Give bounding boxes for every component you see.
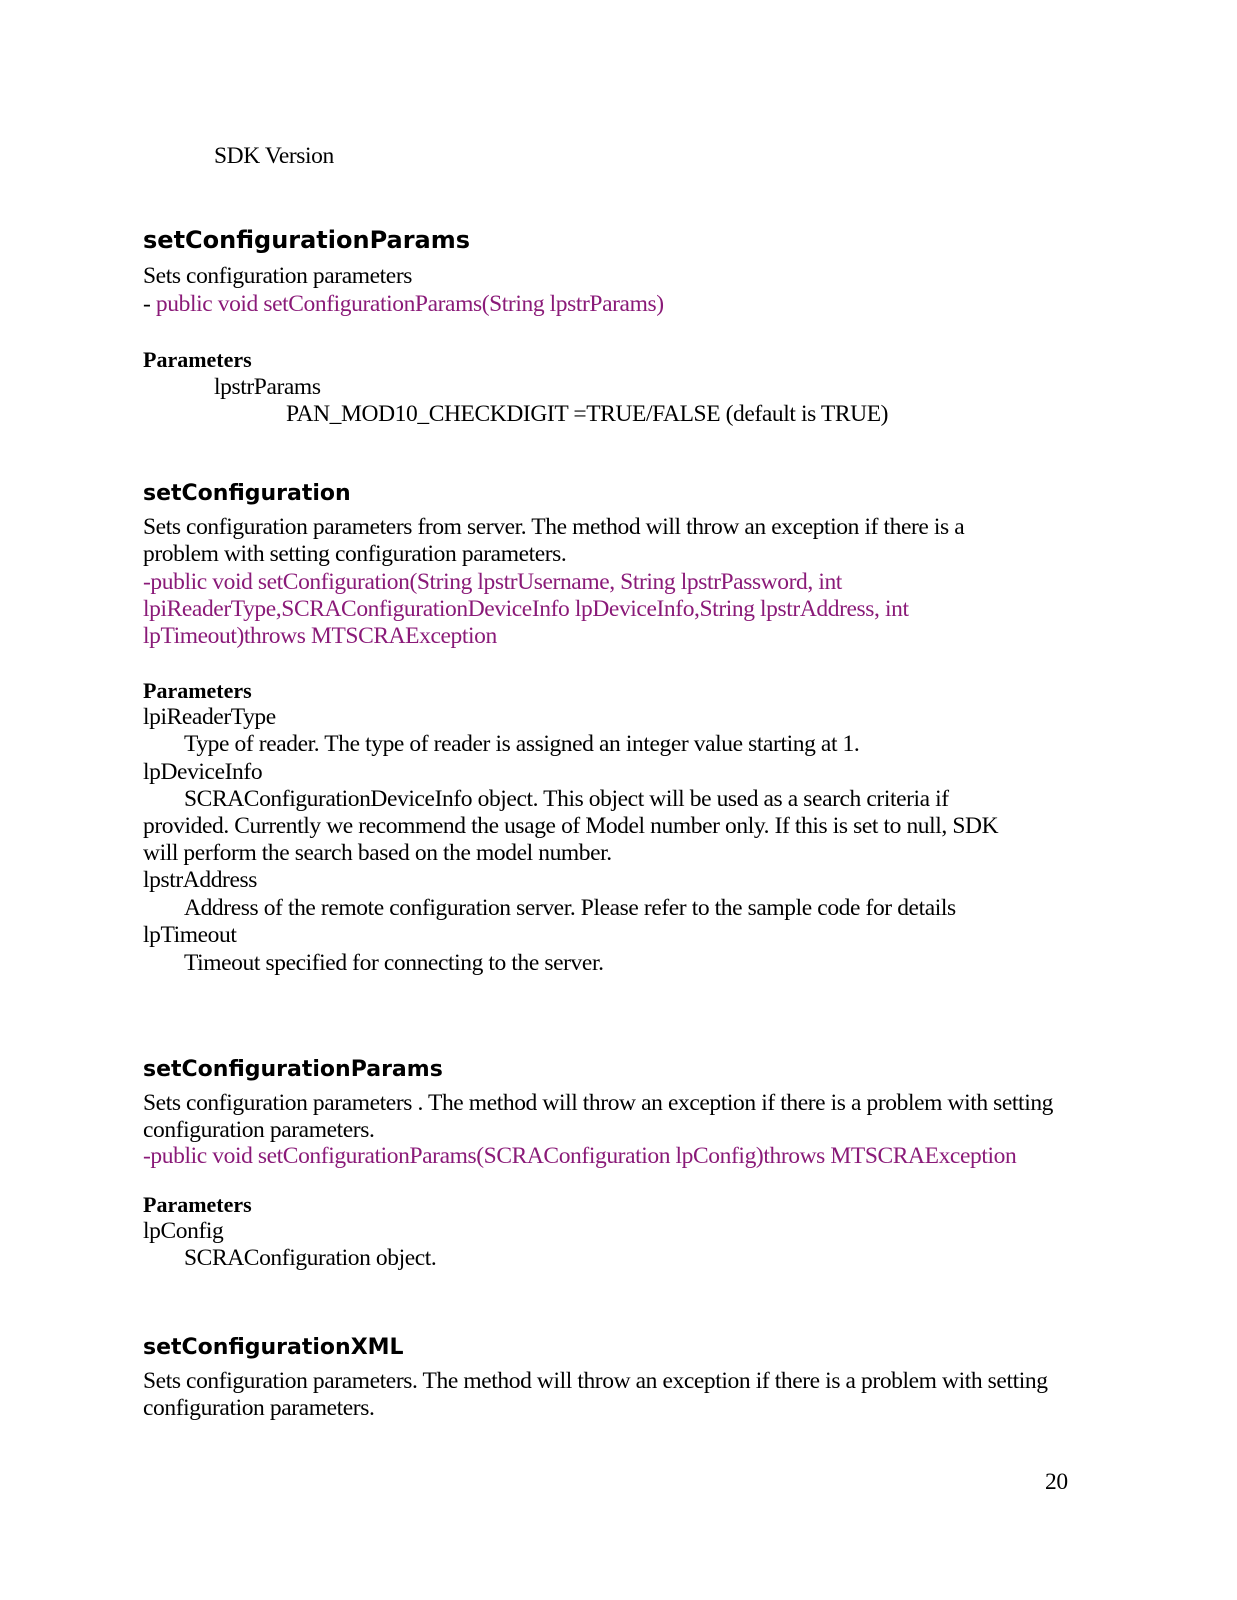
section-description: Sets configuration parameters bbox=[143, 263, 413, 289]
section-title-setconfiguration: setConfiguration bbox=[143, 481, 351, 506]
section-description-line: Sets configuration parameters . The method will throw an exception if there is a problem with setting bbox=[143, 1090, 1054, 1116]
section-description-line: configuration parameters. bbox=[143, 1395, 375, 1421]
section-description-line: Sets configuration parameters. The method will throw an exception if there is a problem with setting bbox=[143, 1368, 1048, 1394]
param-name: lpConfig bbox=[143, 1218, 224, 1244]
parameters-label: Parameters bbox=[143, 1192, 252, 1217]
parameters-label: Parameters bbox=[143, 347, 252, 372]
method-signature-line: lpTimeout)throws MTSCRAException bbox=[143, 623, 497, 649]
method-signature bbox=[143, 290, 664, 318]
page-number: 20 bbox=[1045, 1469, 1068, 1495]
param-name: lpstrAddress bbox=[143, 867, 257, 893]
param-name: lpDeviceInfo bbox=[143, 759, 263, 785]
param-description: will perform the search based on the model number. bbox=[143, 840, 612, 866]
section-title-setconfigurationxml: setConfigurationXML bbox=[143, 1335, 404, 1360]
signature-prefix: - bbox=[143, 291, 156, 317]
method-signature: -public void setConfigurationParams(SCRAConfiguration lpConfig)throws MTSCRAException bbox=[143, 1143, 1017, 1169]
section-description-line: Sets configuration parameters from server. The method will throw an exception if there is a bbox=[143, 514, 965, 540]
param-description: SCRAConfiguration object. bbox=[184, 1245, 437, 1271]
param-description: Timeout specified for connecting to the server. bbox=[184, 950, 604, 976]
param-name: lpiReaderType bbox=[143, 704, 276, 730]
method-signature-line: -public void setConfiguration(String lpstrUsername, String lpstrPassword, int bbox=[143, 569, 842, 595]
section-title-setconfigurationparams-1: setConfigurationParams bbox=[143, 226, 471, 254]
section-title-setconfigurationparams-2: setConfigurationParams bbox=[143, 1057, 443, 1082]
param-value: PAN_MOD10_CHECKDIGIT =TRUE/FALSE (default is TRUE) bbox=[286, 401, 889, 427]
sdk-version-text: SDK Version bbox=[214, 143, 334, 169]
param-name: lpTimeout bbox=[143, 922, 237, 948]
param-description: Type of reader. The type of reader is assigned an integer value starting at 1. bbox=[184, 731, 860, 757]
param-description: Address of the remote configuration server. Please refer to the sample code for details bbox=[184, 895, 956, 921]
section-description-line: problem with setting configuration parameters. bbox=[143, 541, 567, 567]
param-name: lpstrParams bbox=[214, 374, 321, 400]
section-description-line: configuration parameters. bbox=[143, 1117, 375, 1143]
method-signature-line: lpiReaderType,SCRAConfigurationDeviceInfo lpDeviceInfo,String lpstrAddress, int bbox=[143, 596, 909, 622]
param-description: provided. Currently we recommend the usage of Model number only. If this is set to null, SDK bbox=[143, 813, 999, 839]
signature-code: public void setConfigurationParams(String lpstrParams) bbox=[155, 291, 664, 317]
param-description: SCRAConfigurationDeviceInfo object. This object will be used as a search criteria if bbox=[184, 786, 949, 812]
parameters-label: Parameters bbox=[143, 678, 252, 703]
